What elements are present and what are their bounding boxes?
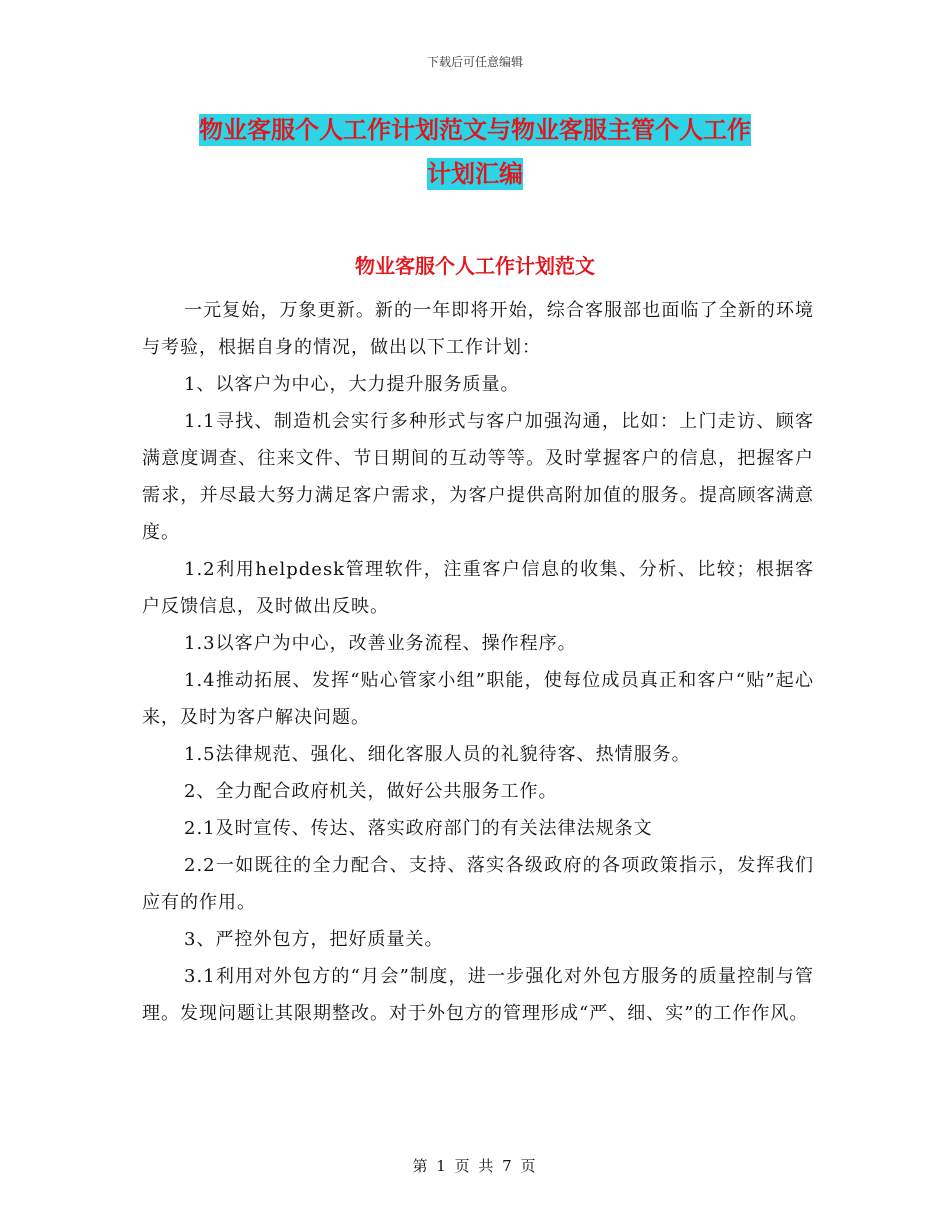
paragraph: 一元复始，万象更新。新的一年即将开始，综合客服部也面临了全新的环境与考验，根据自身的情况，做出以下工作计划： [142,300,814,358]
section-title: 物业客服个人工作计划范文 [355,254,595,278]
paragraph: 1.4推动拓展、发挥“贴心管家小组”职能，使每位成员真正和客户“贴”起心来，及时为客户解决问题。 [142,670,814,728]
page-number-footer: 第 1 页 共 7 页 [412,1157,538,1175]
paragraph: 2.2一如既往的全力配合、支持、落实各级政府的各项政策指示，发挥我们应有的作用。 [142,855,814,913]
document-title-line-2: 计划汇编 [427,160,523,188]
paragraph: 1.2利用helpdesk管理软件，注重客户信息的收集、分析、比较；根据客户反馈信息，及时做出反映。 [142,559,814,617]
paragraph: 3.1利用对外包方的“月会”制度，进一步强化对外包方服务的质量控制与管理。发现问题让其限期整改。对于外包方的管理形成“严、细、实”的工作作风。 [142,966,814,1024]
document-title-line-1: 物业客服个人工作计划范文与物业客服主管个人工作 [199,116,751,144]
paragraph: 1.3以客户为中心，改善业务流程、操作程序。 [184,633,577,654]
paragraph: 2、全力配合政府机关，做好公共服务工作。 [184,781,558,802]
paragraph: 1、以客户为中心，大力提升服务质量。 [184,374,520,395]
paragraph: 3、严控外包方，把好质量关。 [184,929,444,950]
paragraph: 1.5法律规范、强化、细化客服人员的礼貌待客、热情服务。 [184,744,691,765]
paragraph: 1.1寻找、制造机会实行多种形式与客户加强沟通，比如：上门走访、顾客满意度调查、往来文件、节日期间的互动等等。及时掌握客户的信息，把握客户需求，并尽最大努力满足客户需求，为客户提供高附加值的服务。提高顾客满意度。 [142,411,814,543]
header-note: 下载后可任意编辑 [426,55,523,69]
paragraph: 2.1及时宣传、传达、落实政府部门的有关法律法规条文 [184,818,653,839]
document-title [0,108,950,196]
body-content [142,292,814,1032]
